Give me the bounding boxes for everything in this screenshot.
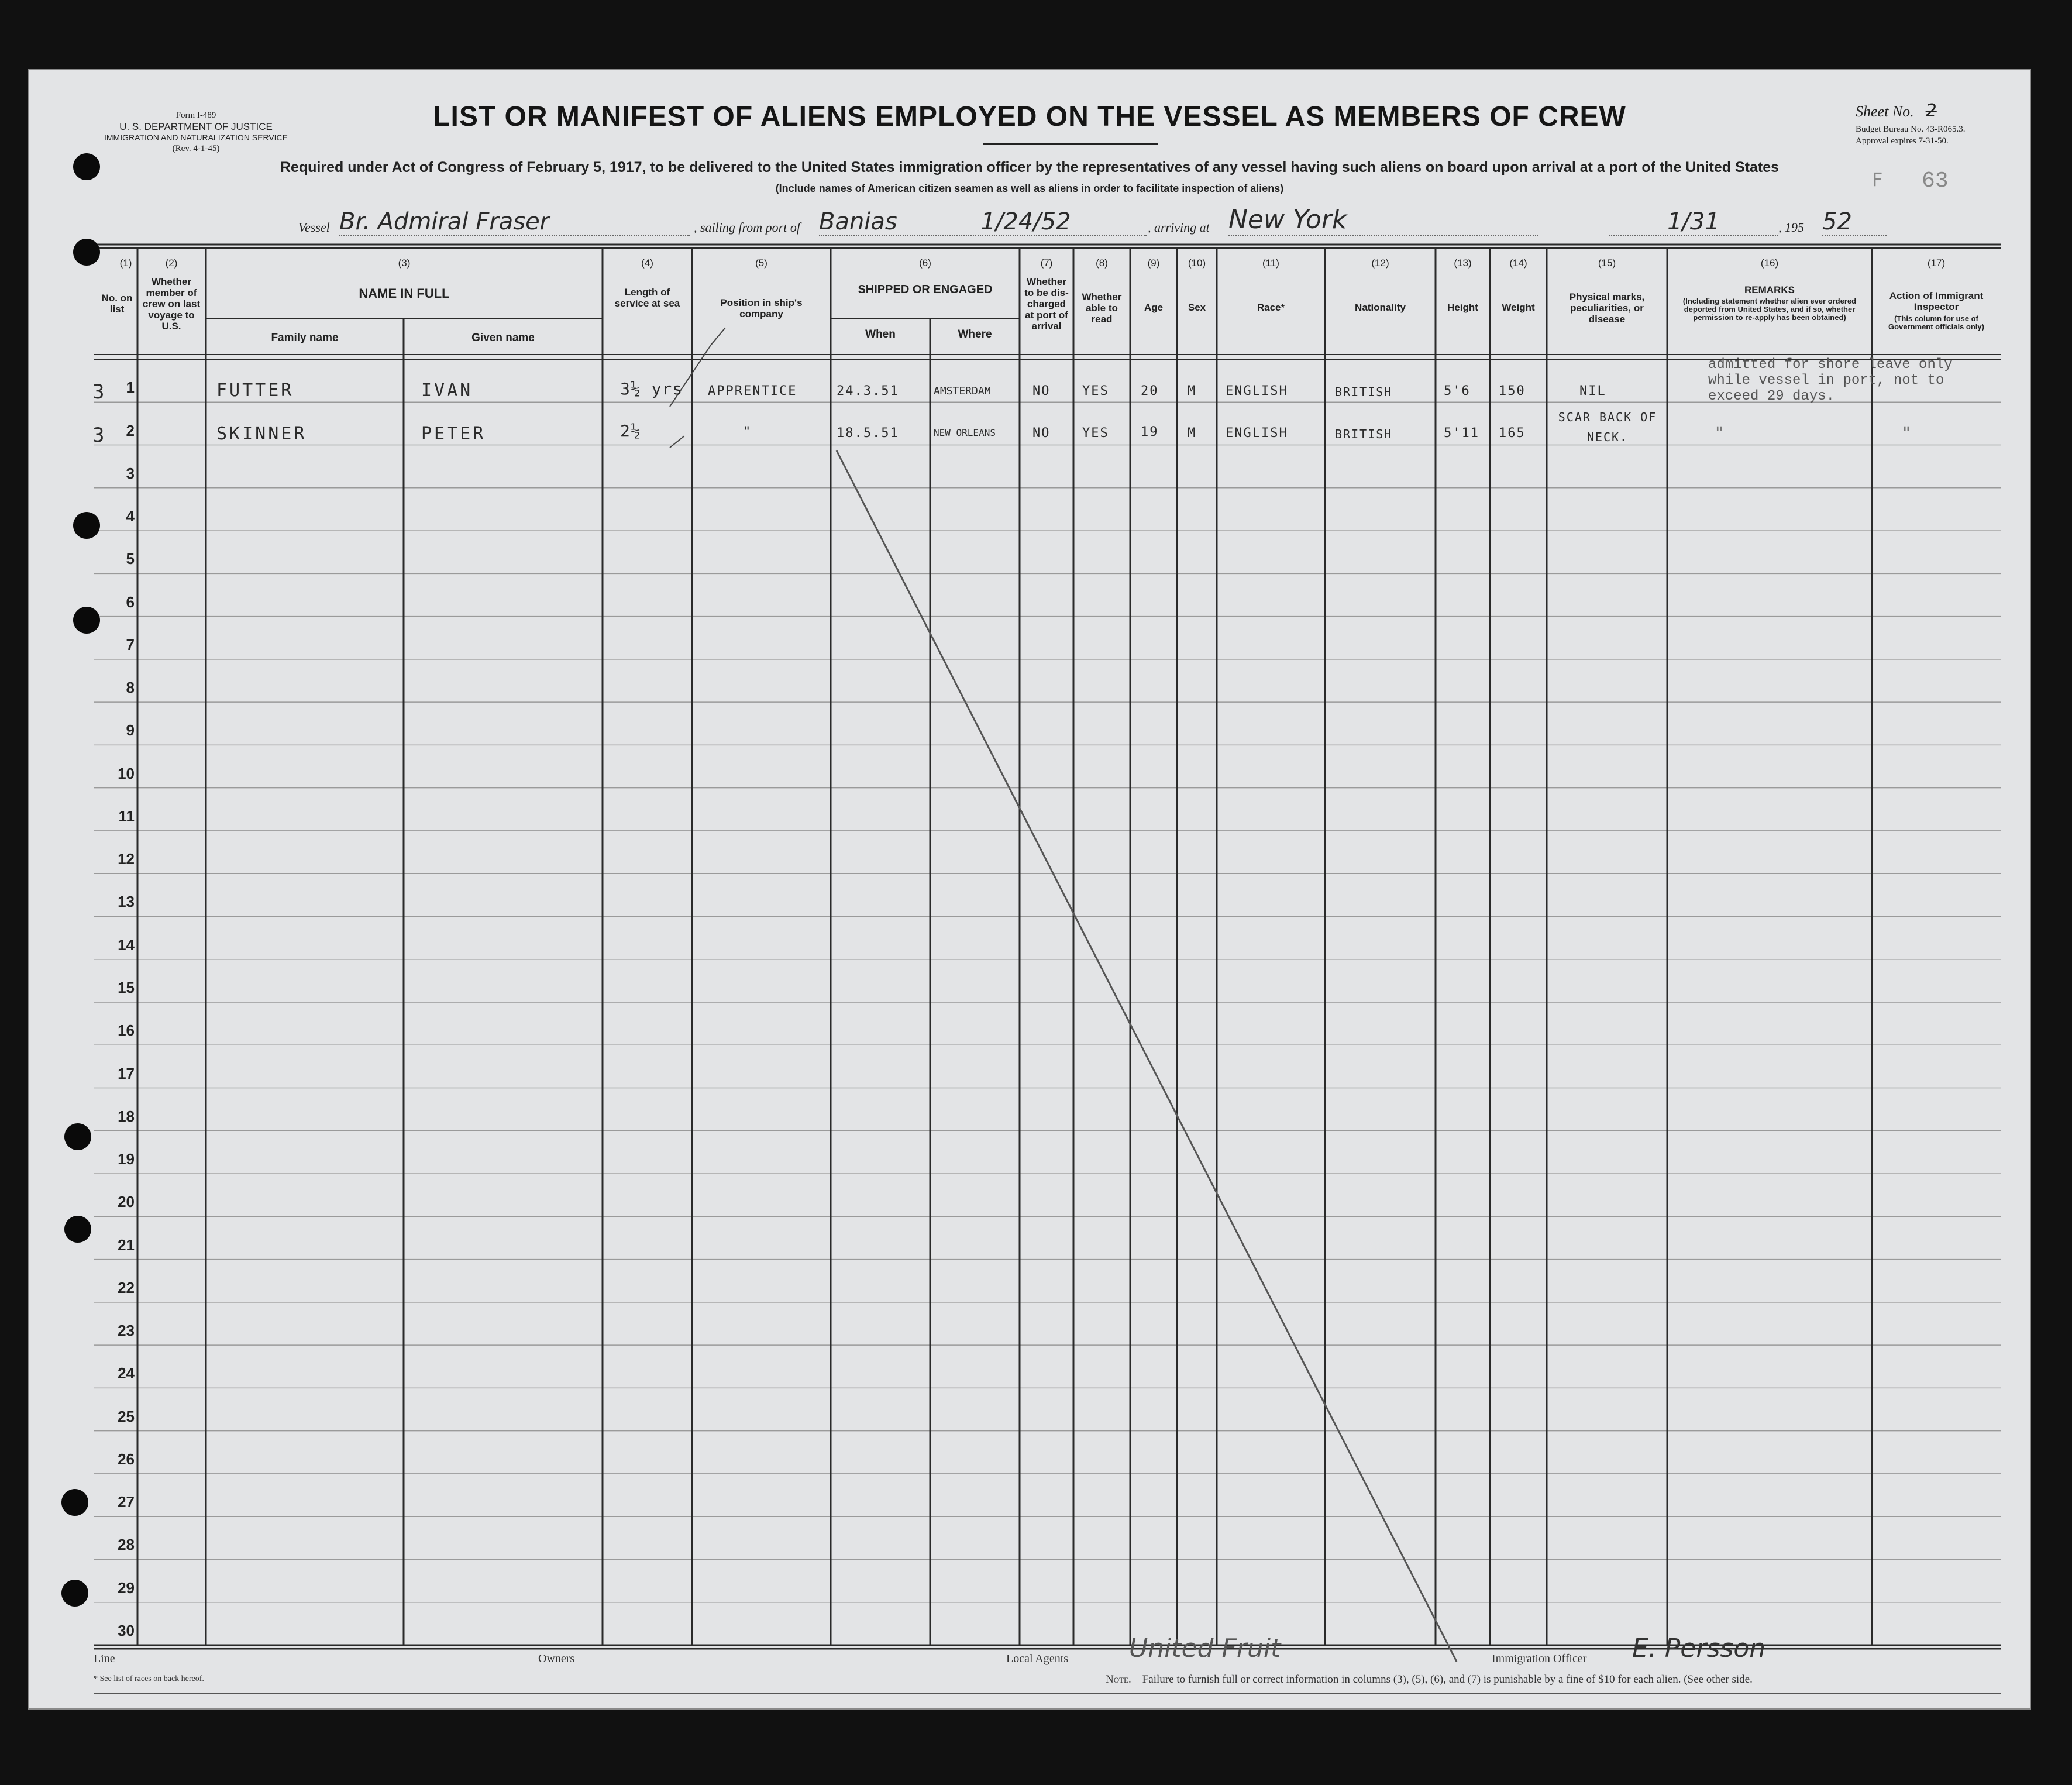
form-department: U. S. DEPARTMENT OF JUSTICE: [119, 121, 273, 132]
row-number: 19: [118, 1150, 135, 1168]
col15-header: Physical marks, peculiarities, or disease: [1569, 291, 1645, 325]
col13-header: Height: [1447, 302, 1478, 313]
col12-header: Nationality: [1355, 302, 1406, 313]
row1-when: 24.3.51: [837, 384, 899, 398]
col17-header: Action of Immigrant Inspector: [1889, 290, 1984, 312]
row-number: 17: [118, 1064, 135, 1082]
row2-weight: 165: [1499, 426, 1526, 441]
punch-hole: [64, 1123, 91, 1150]
row2-height: 5'11: [1444, 426, 1479, 441]
col6-header: SHIPPED OR ENGAGED: [858, 283, 993, 296]
row-number: 6: [126, 593, 135, 611]
local-agents-signature: United Fruit: [1129, 1633, 1281, 1663]
col11-number: (11): [1262, 257, 1279, 269]
punch-hole: [61, 1580, 88, 1607]
given-name-header: Given name: [471, 332, 535, 344]
column-rules: [94, 245, 2001, 1649]
row1-nationality: BRITISH: [1335, 385, 1393, 399]
col7-header: Whether to be dis-charged at port of arrival: [1024, 276, 1069, 332]
col9-header: Age: [1144, 302, 1164, 313]
row1-remarks: [1708, 357, 1953, 404]
row-number: 22: [118, 1278, 135, 1296]
ruled-lines: [94, 402, 2001, 1602]
col9-number: (9): [1147, 257, 1160, 269]
row1-age: 20: [1141, 384, 1159, 398]
sheet-number-value: 2: [1925, 101, 1937, 121]
row1-family-name: FUTTER: [216, 380, 294, 401]
col4-number: (4): [641, 257, 653, 269]
col16-subheader: (Including statement whether alien ever ordered deported from United States, and if so, whether permission to re-apply has been obtained): [1682, 297, 1857, 322]
row-number: 4: [126, 507, 135, 525]
col5-number: (5): [755, 257, 767, 269]
arriving-port: New York: [1228, 205, 1538, 236]
col17-subheader: (This column for use of Government officials only): [1888, 314, 1984, 331]
immigration-officer-signature: E. Persson: [1632, 1633, 1766, 1663]
col2-number: (2): [165, 257, 178, 269]
col6-number: (6): [919, 257, 931, 269]
row2-discharged: NO: [1032, 426, 1051, 441]
col10-header: Sex: [1188, 302, 1206, 313]
row1-height: 5'6: [1444, 384, 1471, 398]
approval-expiry: Approval expires 7-31-50.: [1856, 136, 1949, 146]
vessel-name: Br. Admiral Fraser: [339, 208, 690, 236]
col11-header: Race*: [1257, 302, 1285, 313]
col13-number: (13): [1454, 257, 1472, 269]
row-number: 13: [118, 893, 135, 911]
col1-header: No. on list: [101, 293, 133, 315]
row-number: 8: [126, 679, 135, 697]
row1-weight: 150: [1499, 384, 1526, 398]
punch-hole: [73, 607, 100, 634]
row-number: 5: [126, 550, 135, 568]
row2-action: ": [1901, 424, 1915, 444]
form-number: Form I-489: [175, 111, 216, 120]
row2-remarks: ": [1714, 424, 1727, 444]
row1-remarks-line3: exceed 29 days.: [1708, 388, 1835, 404]
col8-number: (8): [1096, 257, 1108, 269]
row1-given-name: IVAN: [421, 380, 473, 401]
row1-where: AMSTERDAM: [934, 385, 991, 397]
col10-number: (10): [1188, 257, 1206, 269]
line-label: Line: [94, 1652, 115, 1665]
form-service: IMMIGRATION AND NATURALIZATION SERVICE: [104, 133, 288, 142]
sailing-port-name: Banias: [819, 208, 897, 235]
row-number: 11: [118, 807, 135, 825]
sheet-number-label: Sheet No.: [1856, 103, 1914, 120]
row-number: 29: [118, 1578, 135, 1597]
row-number: 30: [118, 1622, 135, 1639]
stamp-letter: F: [1872, 168, 1883, 191]
row-number: 15: [118, 979, 135, 996]
punch-hole: [73, 153, 100, 180]
form-revision: (Rev. 4-1-45): [172, 144, 220, 153]
row1-prefix: 3: [92, 380, 107, 404]
col14-number: (14): [1509, 257, 1527, 269]
row2-sex: M: [1188, 426, 1197, 441]
budget-bureau-number: Budget Bureau No. 43-R065.3.: [1856, 125, 1966, 134]
row-number: 9: [126, 721, 135, 740]
col8-header: Whether able to read: [1082, 291, 1122, 325]
year-prefix: , 195: [1778, 220, 1804, 235]
where-header: Where: [958, 328, 992, 341]
requirement-text: Required under Act of Congress of February 5, 1917, to be delivered to the United States immigration officer by the representatives of any vessel having such aliens on board upon arrival at a port of the United States: [280, 159, 1780, 176]
row2-where: NEW ORLEANS: [934, 427, 996, 438]
sailing-label: , sailing from port of: [694, 220, 800, 235]
row-number: 10: [118, 764, 135, 782]
immigration-officer-label: Immigration Officer: [1492, 1652, 1587, 1665]
row2-position: ": [743, 425, 752, 439]
col12-number: (12): [1371, 257, 1389, 269]
arriving-label: , arriving at: [1148, 220, 1210, 235]
row2-read: YES: [1082, 426, 1109, 441]
col3-header: NAME IN FULL: [359, 286, 450, 301]
col2-header: Whether member of crew on last voyage to U.S.: [142, 276, 201, 332]
row1-service: 3½ yrs: [620, 379, 683, 398]
row-number: 27: [118, 1493, 135, 1511]
family-name-header: Family name: [271, 332, 339, 344]
row-number: 14: [118, 936, 135, 954]
arrival-date: 1/31: [1609, 208, 1778, 236]
row2-nationality: BRITISH: [1335, 427, 1393, 441]
row1-discharged: NO: [1032, 384, 1051, 398]
col15-number: (15): [1598, 257, 1616, 269]
punch-hole: [64, 1216, 91, 1243]
col7-number: (7): [1040, 257, 1053, 269]
row-number: 28: [118, 1536, 135, 1554]
col1-number: (1): [119, 257, 132, 269]
row2-when: 18.5.51: [837, 426, 899, 441]
row-number: 21: [118, 1236, 135, 1254]
col4-header: Length of service at sea: [614, 287, 680, 309]
row1-race: ENGLISH: [1226, 384, 1288, 398]
owners-label: Owners: [538, 1652, 575, 1665]
row2-marks: SCAR BACK OF NECK.: [1558, 410, 1657, 444]
local-agents-label: Local Agents: [1006, 1652, 1069, 1665]
manifest-sheet: [28, 69, 2031, 1710]
row-number: 26: [118, 1450, 135, 1468]
row2-given-name: PETER: [421, 424, 486, 444]
check-mark: [670, 436, 684, 448]
year-suffix: 52: [1822, 208, 1887, 236]
row2-prefix: 3: [92, 424, 107, 447]
row2-age: 19: [1141, 425, 1159, 439]
col14-header: Weight: [1502, 302, 1535, 313]
col16-header: REMARKS: [1744, 284, 1795, 295]
row-number: 3: [126, 464, 135, 482]
row-number: 23: [118, 1322, 135, 1340]
stamp-number: 63: [1922, 168, 1949, 194]
row1-remarks-line1: admitted for shore leave only: [1708, 357, 1953, 373]
col3-number: (3): [398, 257, 411, 269]
penalty-note-text: —Failure to furnish full or correct information in columns (3), (5), (6), and (7) is punishable by a fine of $10 for each alien. (See other side.: [1131, 1673, 1753, 1686]
row-number: 18: [118, 1107, 135, 1125]
row-number: 12: [118, 850, 135, 868]
row1-read: YES: [1082, 384, 1109, 398]
penalty-note-label: Note.: [1106, 1673, 1131, 1686]
row1-position: APPRENTICE: [708, 384, 797, 398]
punch-hole: [61, 1489, 88, 1516]
punch-hole: [73, 512, 100, 539]
row1-sex: M: [1188, 384, 1197, 398]
when-header: When: [865, 328, 896, 341]
sailing-date: 1/24/52: [980, 208, 1071, 235]
document-title: LIST OR MANIFEST OF ALIENS EMPLOYED ON THE VESSEL AS MEMBERS OF CREW: [433, 101, 1626, 132]
row-number: 16: [118, 1022, 135, 1040]
col5-header: Position in ship's company: [720, 297, 803, 319]
race-note: * See list of races on back hereof.: [94, 1674, 204, 1683]
row-number: 2: [126, 421, 135, 439]
row1-remarks-line2: while vessel in port, not to: [1708, 373, 1944, 388]
col16-number: (16): [1760, 257, 1779, 269]
punch-hole: [73, 239, 100, 266]
row2-family-name: SKINNER: [216, 424, 307, 444]
row-number: 1: [126, 379, 135, 397]
row-number: 25: [118, 1407, 135, 1425]
row2-service: 2½: [620, 421, 641, 441]
row-number: 24: [118, 1364, 135, 1382]
col17-number: (17): [1927, 257, 1946, 269]
row1-marks: NIL: [1579, 384, 1606, 398]
penalty-note: [1106, 1673, 1753, 1686]
row-number: 7: [126, 635, 135, 654]
row-number: 20: [118, 1193, 135, 1211]
vessel-label: Vessel: [298, 220, 330, 235]
row2-race: ENGLISH: [1226, 426, 1288, 441]
include-note: (Include names of American citizen seamen as well as aliens in order to facilitate inspection of aliens): [775, 183, 1284, 194]
